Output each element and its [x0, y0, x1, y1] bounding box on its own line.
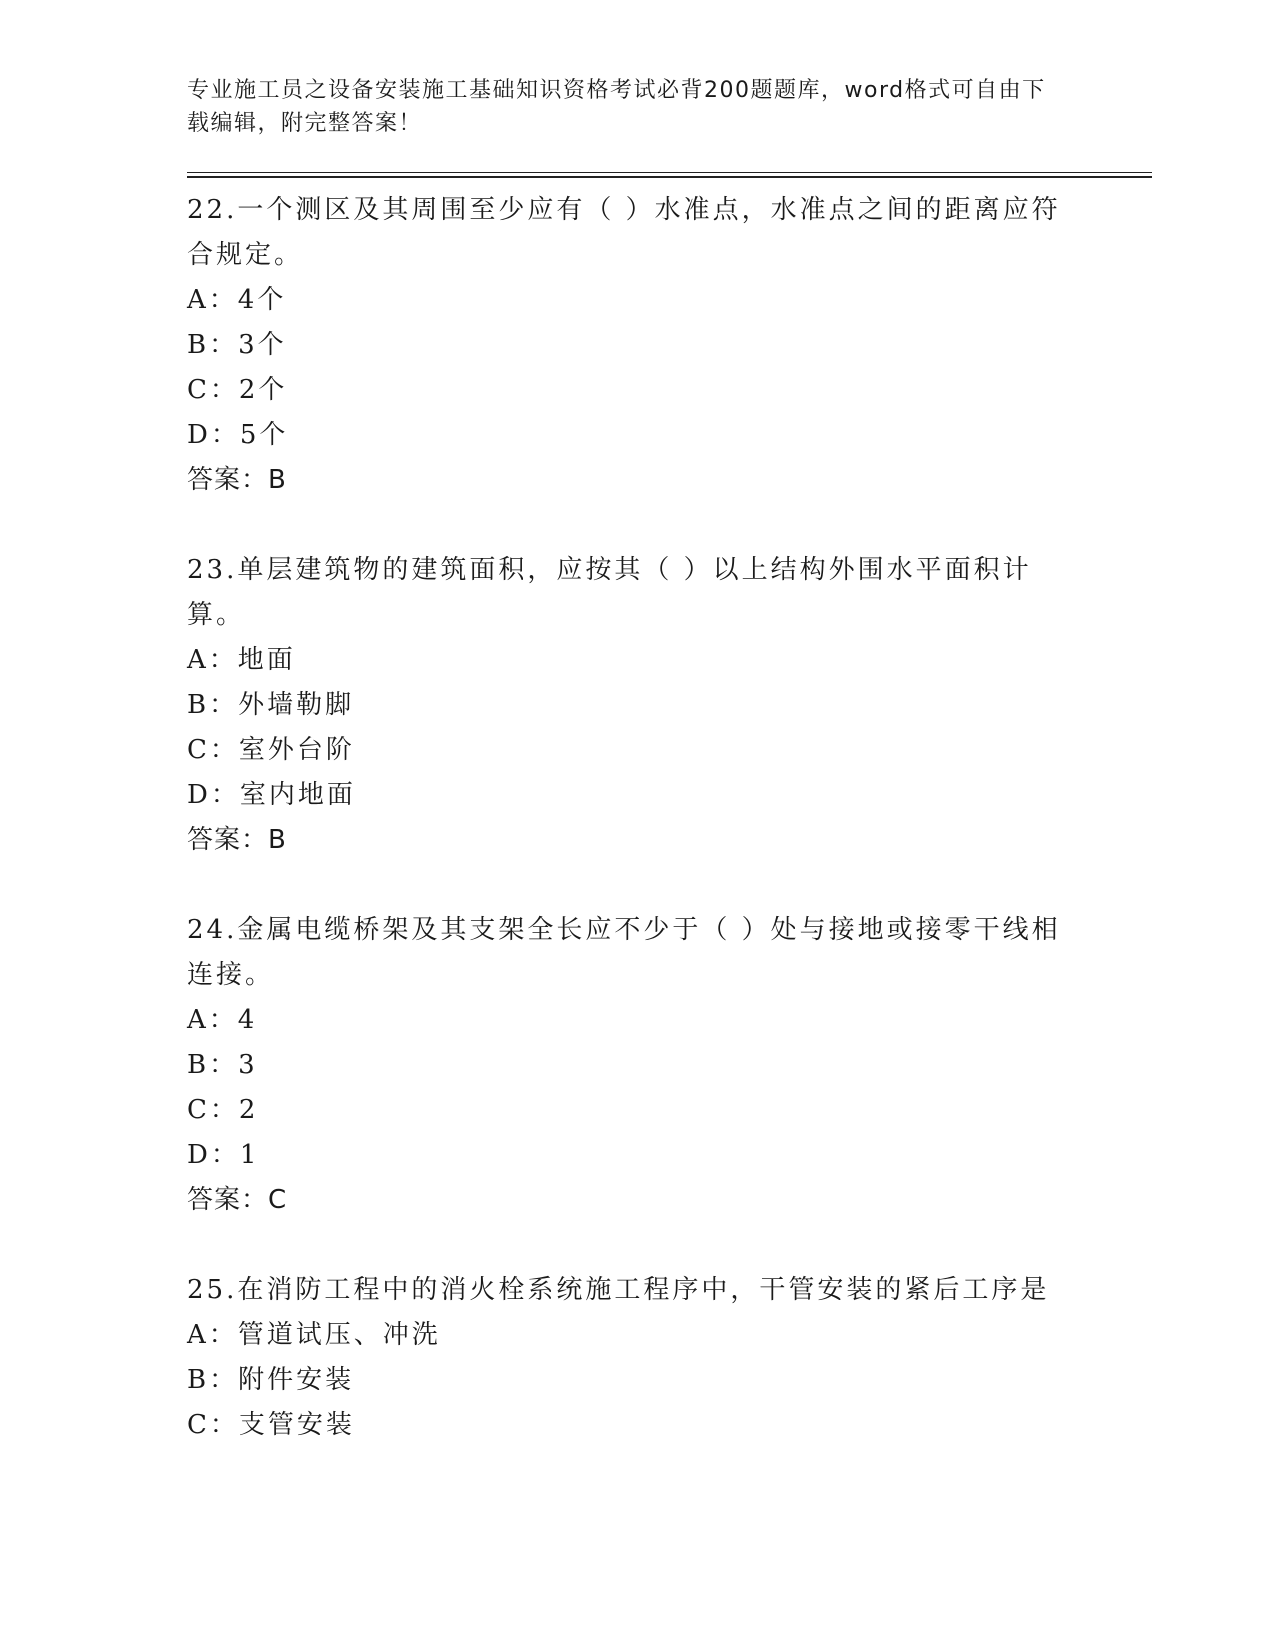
option-c: C：2个 — [187, 375, 288, 405]
question-stem: 25.在消防工程中的消火栓系统施工程序中，干管安装的紧后工序是 — [187, 1275, 1050, 1305]
option-a: A：管道试压、冲洗 — [187, 1320, 441, 1350]
document-header: 专业施工员之设备安装施工基础知识资格考试必背200题题库，word格式可自由下载编辑，附完整答案！ — [187, 78, 1046, 136]
option-c: C：室外台阶 — [187, 735, 355, 765]
answer-line: 答案：B — [187, 465, 287, 495]
option-a: A：地面 — [187, 645, 296, 675]
answer-line: 答案：B — [187, 825, 287, 855]
option-a: A：4个 — [187, 285, 287, 315]
question-list — [187, 188, 1067, 1448]
option-d: D：5个 — [187, 420, 289, 450]
answer-line: 答案：C — [187, 1185, 288, 1215]
option-c: C：2 — [187, 1095, 259, 1125]
option-b: B：3个 — [187, 330, 287, 360]
option-b: B：3 — [187, 1050, 258, 1080]
question-23 — [187, 548, 1067, 863]
option-d: D：室内地面 — [187, 780, 356, 810]
option-d: D：1 — [187, 1140, 260, 1170]
option-c: C：支管安装 — [187, 1410, 355, 1440]
option-b: B：附件安装 — [187, 1365, 355, 1395]
option-a: A：4 — [187, 1005, 258, 1035]
question-22 — [187, 188, 1067, 503]
question-stem: 24.金属电缆桥架及其支架全长应不少于（ ）处与接地或接零干线相连接。 — [187, 915, 1061, 990]
header-rule-thin — [187, 172, 1152, 173]
option-b: B：外墙勒脚 — [187, 690, 355, 720]
question-stem: 22.一个测区及其周围至少应有（ ）水准点，水准点之间的距离应符合规定。 — [187, 195, 1061, 270]
question-25 — [187, 1268, 1067, 1448]
question-stem: 23.单层建筑物的建筑面积，应按其（ ）以上结构外围水平面积计算。 — [187, 555, 1032, 630]
header-rule-thick — [187, 176, 1152, 178]
question-24 — [187, 908, 1067, 1223]
